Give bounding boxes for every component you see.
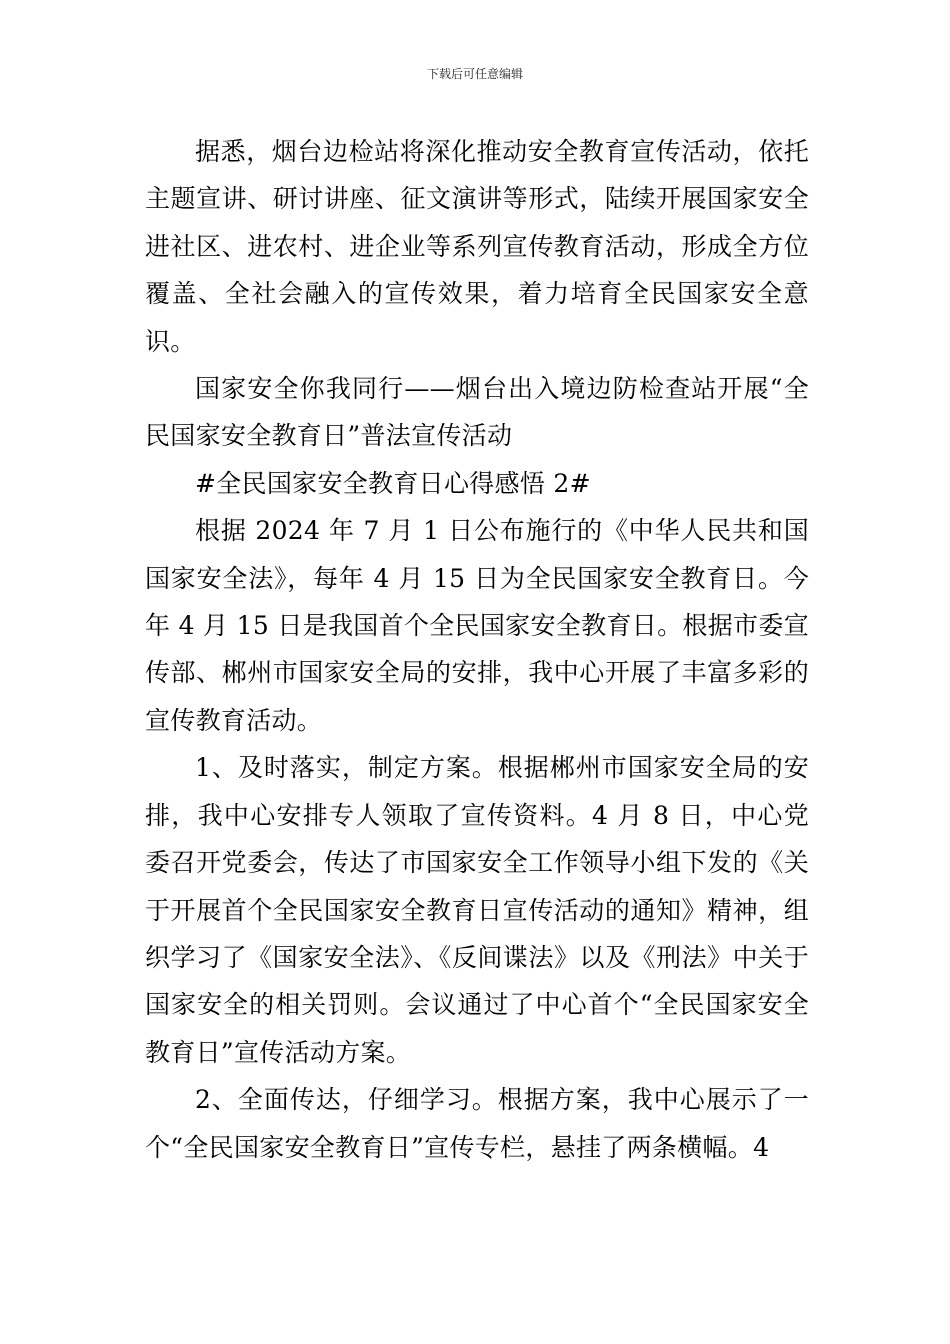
paragraph-3: #全民国家安全教育日心得感悟 2# (195, 468, 591, 498)
document-body (145, 128, 809, 1171)
paragraph-6: 2、全面传达，仔细学习。根据方案，我中心展示了一个“全民国家安全教育日”宣传专栏，悬挂了两条横幅。4 (145, 1085, 809, 1162)
paragraph-1: 据悉，烟台边检站将深化推动安全教育宣传活动，依托主题宣讲、研讨讲座、征文演讲等形式，陆续开展国家安全进社区、进农村、进企业等系列宣传教育活动，形成全方位覆盖、全社会融入的宣传效果，着力培育全民国家安全意识。 (145, 137, 809, 356)
paragraph-2: 国家安全你我同行——烟台出入境边防检查站开展“全民国家安全教育日”普法宣传活动 (145, 374, 809, 451)
paragraph-4: 根据 2024 年 7 月 1 日公布施行的《中华人民共和国国家安全法》，每年 4 月 15 日为全民国家安全教育日。今年 4 月 15 日是我国首个全民国家安全教育日。根据市委宣传部、郴州市国家安全局的安排，我中心开展了丰富多彩的宣传教育活动。 (145, 516, 809, 735)
paragraph-5: 1、及时落实，制定方案。根据郴州市国家安全局的安排，我中心安排专人领取了宣传资料。4 月 8 日，中心党委召开党委会，传达了市国家安全工作领导小组下发的《关于开展首个全民国家安全教育日宣传活动的通知》精神，组织学习了《国家安全法》、《反间谍法》以及《刑法》中关于国家安全的相关罚则。会议通过了中心首个“全民国家安全教育日”宣传活动方案。 (145, 753, 809, 1067)
page-header: 下载后可任意编辑 (426, 67, 523, 81)
